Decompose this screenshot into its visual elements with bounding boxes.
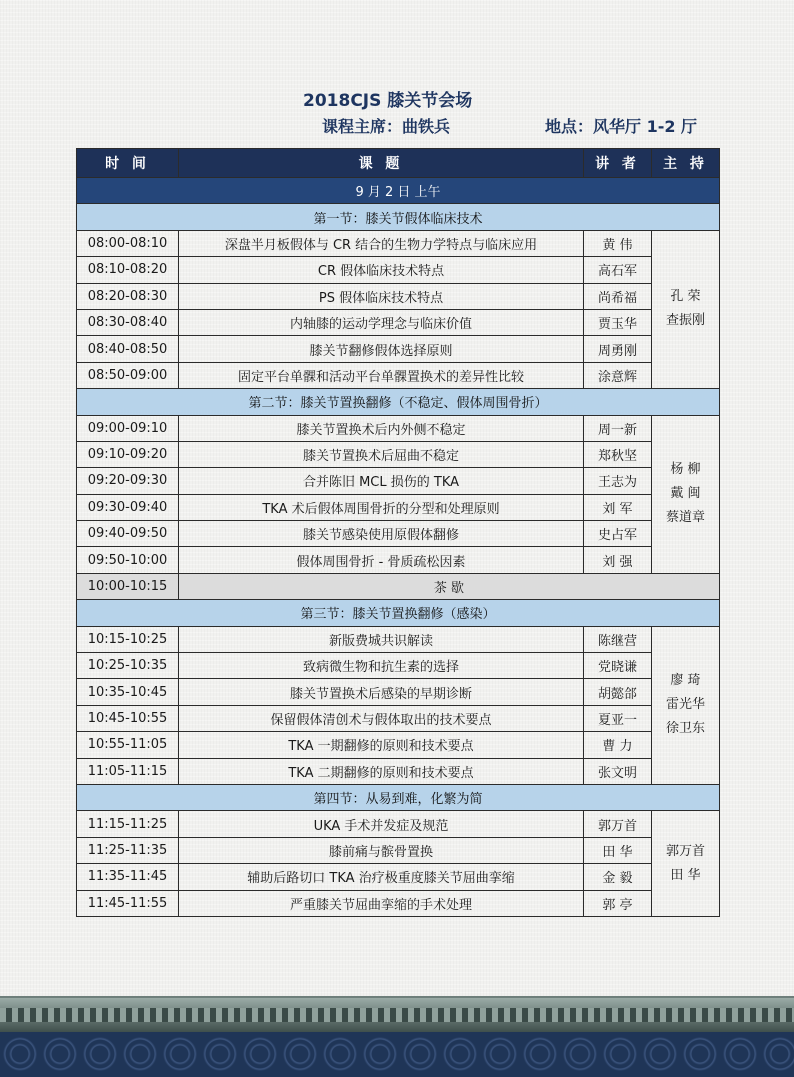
table-row [77,890,720,916]
column-header-speaker: 讲 者 [584,149,652,178]
topic-cell: 假体周围骨折 - 骨质疏松因素 [179,547,584,573]
speaker-cell: 黄 伟 [584,230,652,256]
time-cell: 10:15-10:25 [77,626,179,652]
table-row [77,494,720,520]
table-row [77,653,720,679]
chair-name: 查振刚 [665,313,705,329]
speaker-cell: 史占军 [584,521,652,547]
table-header-row [77,149,720,178]
topic-cell: CR 假体临床技术特点 [179,257,584,283]
chair-name: 雷光华 [665,697,705,713]
topic-cell: UKA 手术并发症及规范 [179,811,584,837]
chair-cell [652,415,720,573]
section-title: 第二节：膝关节置换翻修（不稳定、假体周围骨折） [77,389,720,415]
speaker-cell: 尚希福 [584,283,652,309]
time-cell: 11:25-11:35 [77,837,179,863]
table-row [77,705,720,731]
roof-tiles-pattern [0,996,794,1034]
cloud-wave-pattern [0,1032,794,1077]
speaker-cell: 金 毅 [584,864,652,890]
table-row [77,362,720,388]
time-cell: 08:00-08:10 [77,230,179,256]
topic-cell: 膝前痛与髌骨置换 [179,837,584,863]
topic-cell: 深盘半月板假体与 CR 结合的生物力学特点与临床应用 [179,230,584,256]
speaker-cell: 涂意辉 [584,362,652,388]
chair-name: 徐卫东 [665,721,705,737]
chair-name: 郭万首 [665,843,705,859]
speaker-cell: 贾玉华 [584,309,652,335]
time-cell: 10:55-11:05 [77,732,179,758]
time-cell: 09:10-09:20 [77,441,179,467]
section-header-row [77,600,720,626]
section-header-row [77,784,720,810]
speaker-cell: 陈继营 [584,626,652,652]
time-cell: 09:20-09:30 [77,468,179,494]
section-title: 第四节：从易到难，化繁为简 [77,784,720,810]
table-row [77,283,720,309]
table-row [77,230,720,256]
table-row [77,309,720,335]
speaker-cell: 胡懿郃 [584,679,652,705]
topic-cell: 内轴膝的运动学理念与临床价值 [179,309,584,335]
column-header-topic: 课 题 [179,149,584,178]
chair-name: 戴 闽 [670,486,701,502]
chair-name: 蔡道章 [665,510,705,526]
speaker-cell: 曹 力 [584,732,652,758]
topic-cell: 严重膝关节屈曲挛缩的手术处理 [179,890,584,916]
tea-break-row [77,573,720,599]
chair-name: 廖 琦 [670,673,701,689]
table-row [77,521,720,547]
time-cell: 08:10-08:20 [77,257,179,283]
chair-name: 杨 柳 [670,462,701,478]
topic-cell: 保留假体清创术与假体取出的技术要点 [179,705,584,731]
topic-cell: TKA 一期翻修的原则和技术要点 [179,732,584,758]
page-title: 2018CJS 膝关节会场 [303,91,473,111]
speaker-cell: 郭 亭 [584,890,652,916]
section-header-row [77,204,720,230]
decorative-footer [0,996,794,1077]
table-row [77,811,720,837]
tea-break-label: 茶 歇 [179,573,720,599]
time-cell: 08:20-08:30 [77,283,179,309]
chair-name: 孔 荣 [670,289,701,305]
table-row [77,415,720,441]
time-cell: 11:15-11:25 [77,811,179,837]
chair-cell [652,626,720,784]
topic-cell: 膝关节感染使用原假体翻修 [179,521,584,547]
time-cell: 11:05-11:15 [77,758,179,784]
time-cell: 11:35-11:45 [77,864,179,890]
speaker-cell: 郑秋坚 [584,441,652,467]
course-chair: 课程主席：曲铁兵 [322,117,451,136]
schedule-body [77,178,720,917]
table-row [77,441,720,467]
topic-cell: 辅助后路切口 TKA 治疗极重度膝关节屈曲挛缩 [179,864,584,890]
table-row [77,626,720,652]
topic-cell: 膝关节置换术后感染的早期诊断 [179,679,584,705]
table-row [77,547,720,573]
time-cell: 10:35-10:45 [77,679,179,705]
topic-cell: 膝关节置换术后屈曲不稳定 [179,441,584,467]
time-cell: 09:40-09:50 [77,521,179,547]
column-header-time: 时 间 [77,149,179,178]
table-row [77,336,720,362]
chair-name: 田 华 [670,867,701,883]
speaker-cell: 刘 军 [584,494,652,520]
table-row [77,468,720,494]
speaker-cell: 郭万首 [584,811,652,837]
table-row [77,257,720,283]
chair-cell [652,230,720,388]
venue: 地点：风华厅 1-2 厅 [545,117,698,136]
column-header-chair: 主 持 [652,149,720,178]
table-row [77,732,720,758]
speaker-cell: 夏亚一 [584,705,652,731]
time-cell: 10:00-10:15 [77,573,179,599]
speaker-cell: 张文明 [584,758,652,784]
time-cell: 09:00-09:10 [77,415,179,441]
time-cell: 09:30-09:40 [77,494,179,520]
time-cell: 10:45-10:55 [77,705,179,731]
topic-cell: 固定平台单髁和活动平台单髁置换术的差异性比较 [179,362,584,388]
table-row [77,864,720,890]
speaker-cell: 王志为 [584,468,652,494]
speaker-cell: 田 华 [584,837,652,863]
section-title: 第一节：膝关节假体临床技术 [77,204,720,230]
topic-cell: 膝关节翻修假体选择原则 [179,336,584,362]
speaker-cell: 刘 强 [584,547,652,573]
topic-cell: PS 假体临床技术特点 [179,283,584,309]
speaker-cell: 党晓谦 [584,653,652,679]
speaker-cell: 周一新 [584,415,652,441]
day-label: 9 月 2 日 上午 [77,178,720,204]
schedule-table [76,148,720,917]
topic-cell: TKA 术后假体周围骨折的分型和处理原则 [179,494,584,520]
time-cell: 10:25-10:35 [77,653,179,679]
topic-cell: 致病微生物和抗生素的选择 [179,653,584,679]
table-row [77,679,720,705]
chair-cell [652,811,720,917]
day-row [77,178,720,204]
section-title: 第三节：膝关节置换翻修（感染） [77,600,720,626]
speaker-cell: 高石军 [584,257,652,283]
topic-cell: 膝关节置换术后内外侧不稳定 [179,415,584,441]
topic-cell: 新版费城共识解读 [179,626,584,652]
topic-cell: TKA 二期翻修的原则和技术要点 [179,758,584,784]
section-header-row [77,389,720,415]
speaker-cell: 周勇刚 [584,336,652,362]
time-cell: 09:50-10:00 [77,547,179,573]
table-row [77,837,720,863]
table-row [77,758,720,784]
time-cell: 08:50-09:00 [77,362,179,388]
time-cell: 08:40-08:50 [77,336,179,362]
time-cell: 11:45-11:55 [77,890,179,916]
time-cell: 08:30-08:40 [77,309,179,335]
topic-cell: 合并陈旧 MCL 损伤的 TKA [179,468,584,494]
